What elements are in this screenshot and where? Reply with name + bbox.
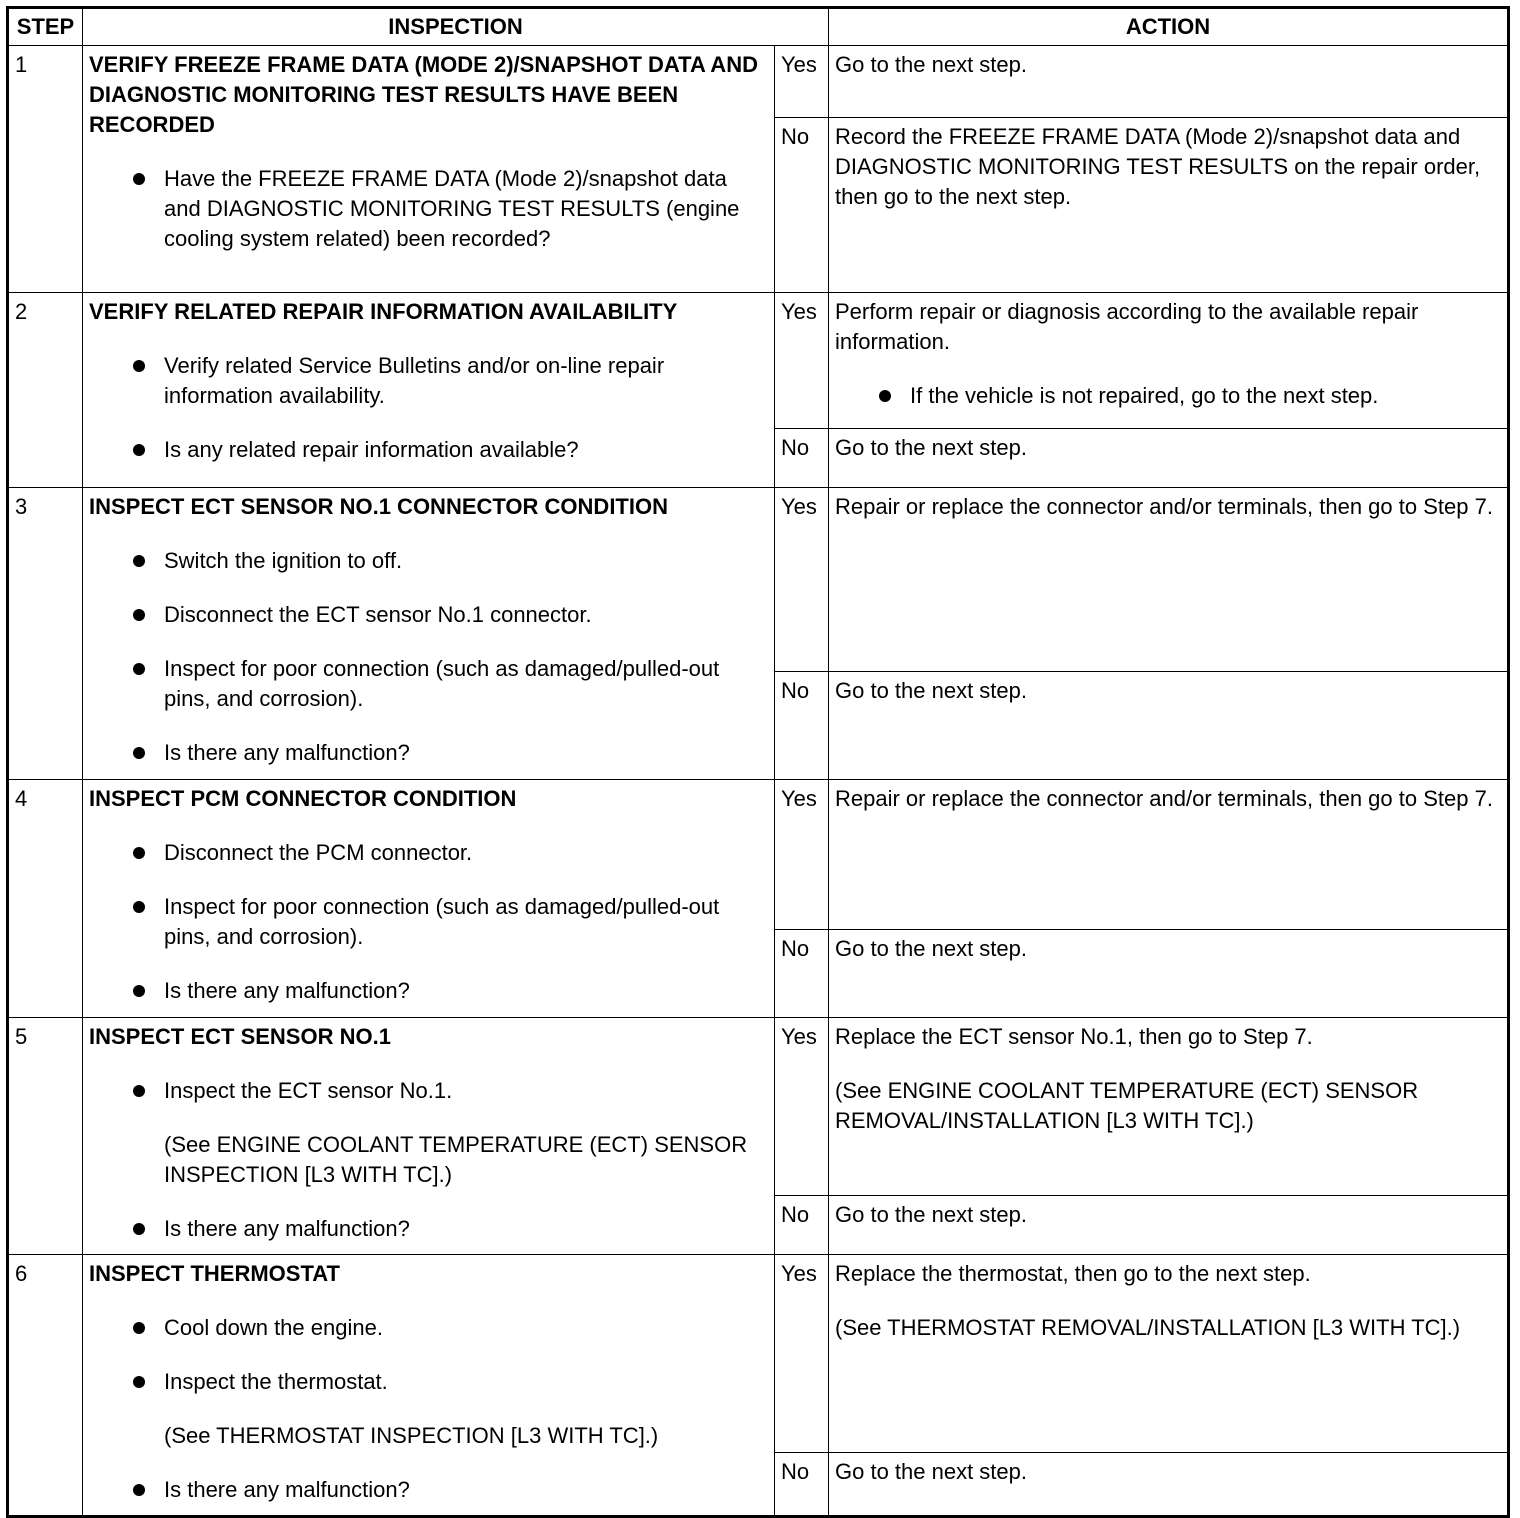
inspection-title: VERIFY RELATED REPAIR INFORMATION AVAILABILITY <box>89 299 678 324</box>
yes-label: Yes <box>775 488 829 672</box>
action-reference: (See ENGINE COOLANT TEMPERATURE (ECT) SENSOR REMOVAL/INSTALLATION [L3 WITH TC].) <box>835 1078 1419 1133</box>
action-text: Go to the next step. <box>835 678 1028 703</box>
header-action: ACTION <box>829 8 1509 46</box>
action-text: Go to the next step. <box>835 52 1028 77</box>
no-label: No <box>775 1453 829 1517</box>
action-text: Go to the next step. <box>835 936 1028 961</box>
yes-action <box>829 293 1509 429</box>
inspection-cell <box>83 1018 775 1255</box>
table-row <box>8 293 1509 429</box>
header-inspection: INSPECTION <box>83 8 829 46</box>
action-text: Perform repair or diagnosis according to the available repair information. <box>835 299 1419 354</box>
action-reference: (See THERMOSTAT REMOVAL/INSTALLATION [L3 WITH TC].) <box>835 1315 1461 1340</box>
action-text: Record the FREEZE FRAME DATA (Mode 2)/snapshot data and DIAGNOSTIC MONITORING TEST RESULTS on the repair order, then go to the next step. <box>835 124 1481 209</box>
step-number: 1 <box>8 46 83 293</box>
step-number: 2 <box>8 293 83 488</box>
yes-action <box>829 488 1509 672</box>
table-row <box>8 46 1509 118</box>
no-label: No <box>775 672 829 780</box>
inspection-title: INSPECT ECT SENSOR NO.1 CONNECTOR CONDITION <box>89 494 668 519</box>
no-label: No <box>775 1196 829 1255</box>
action-text: Replace the thermostat, then go to the next step. <box>835 1261 1311 1286</box>
yes-label: Yes <box>775 780 829 930</box>
no-action <box>829 930 1509 1018</box>
yes-action <box>829 1255 1509 1453</box>
inspection-cell <box>83 488 775 780</box>
yes-action <box>829 46 1509 118</box>
action-text: Go to the next step. <box>835 1459 1028 1484</box>
table-row <box>8 1255 1509 1453</box>
yes-label: Yes <box>775 1018 829 1196</box>
step-number: 4 <box>8 780 83 1018</box>
diagnostic-procedure-table <box>6 6 1510 1518</box>
action-bullet: If the vehicle is not repaired, go to the next step. <box>835 381 1502 411</box>
no-label: No <box>775 118 829 293</box>
inspection-title: INSPECT ECT SENSOR NO.1 <box>89 1024 391 1049</box>
action-text: Replace the ECT sensor No.1, then go to Step 7. <box>835 1024 1313 1049</box>
inspection-bullet: Is there any malfunction? <box>89 1214 769 1244</box>
inspection-bullet: Inspect for poor connection (such as damaged/pulled-out pins, and corrosion). <box>89 654 769 714</box>
no-action <box>829 672 1509 780</box>
inspection-cell <box>83 780 775 1018</box>
step-number: 5 <box>8 1018 83 1255</box>
header-step: STEP <box>8 8 83 46</box>
yes-label: Yes <box>775 46 829 118</box>
action-text: Repair or replace the connector and/or terminals, then go to Step 7. <box>835 494 1493 519</box>
inspection-bullet: Disconnect the PCM connector. <box>89 838 769 868</box>
inspection-cell <box>83 293 775 488</box>
no-action <box>829 429 1509 488</box>
table-row <box>8 488 1509 672</box>
inspection-bullet: Inspect the ECT sensor No.1. <box>89 1076 769 1106</box>
inspection-cell <box>83 46 775 293</box>
inspection-bullet: Is there any malfunction? <box>89 1475 769 1505</box>
no-label: No <box>775 429 829 488</box>
no-action <box>829 1453 1509 1517</box>
yes-action <box>829 780 1509 930</box>
inspection-bullet: Is there any malfunction? <box>89 738 769 768</box>
step-number: 3 <box>8 488 83 780</box>
inspection-bullet: Is there any malfunction? <box>89 976 769 1006</box>
yes-label: Yes <box>775 293 829 429</box>
inspection-bullet: Cool down the engine. <box>89 1313 769 1343</box>
table-header-row <box>8 8 1509 46</box>
inspection-reference: (See ENGINE COOLANT TEMPERATURE (ECT) SENSOR INSPECTION [L3 WITH TC].) <box>164 1132 748 1187</box>
inspection-bullet: Switch the ignition to off. <box>89 546 769 576</box>
inspection-bullet: Is any related repair information available? <box>89 435 769 465</box>
action-text: Go to the next step. <box>835 1202 1028 1227</box>
inspection-title: INSPECT THERMOSTAT <box>89 1261 340 1286</box>
inspection-bullet: Have the FREEZE FRAME DATA (Mode 2)/snapshot data and DIAGNOSTIC MONITORING TEST RESULTS (engine cooling system related) been recorded? <box>89 164 769 254</box>
action-text: Repair or replace the connector and/or terminals, then go to Step 7. <box>835 786 1493 811</box>
inspection-bullet: Inspect for poor connection (such as damaged/pulled-out pins, and corrosion). <box>89 892 769 952</box>
inspection-bullet: Verify related Service Bulletins and/or on-line repair information availability. <box>89 351 769 411</box>
table-row <box>8 1018 1509 1196</box>
no-action <box>829 118 1509 293</box>
inspection-bullet: Inspect the thermostat. <box>89 1367 769 1397</box>
inspection-bullet: Disconnect the ECT sensor No.1 connector. <box>89 600 769 630</box>
yes-action <box>829 1018 1509 1196</box>
inspection-title: VERIFY FREEZE FRAME DATA (MODE 2)/SNAPSHOT DATA AND DIAGNOSTIC MONITORING TEST RESULTS HAVE BEEN RECORDED <box>89 52 758 137</box>
action-text: Go to the next step. <box>835 435 1028 460</box>
inspection-title: INSPECT PCM CONNECTOR CONDITION <box>89 786 517 811</box>
yes-label: Yes <box>775 1255 829 1453</box>
no-label: No <box>775 930 829 1018</box>
no-action <box>829 1196 1509 1255</box>
inspection-cell <box>83 1255 775 1517</box>
inspection-reference: (See THERMOSTAT INSPECTION [L3 WITH TC].) <box>164 1423 659 1448</box>
step-number: 6 <box>8 1255 83 1517</box>
table-row <box>8 780 1509 930</box>
